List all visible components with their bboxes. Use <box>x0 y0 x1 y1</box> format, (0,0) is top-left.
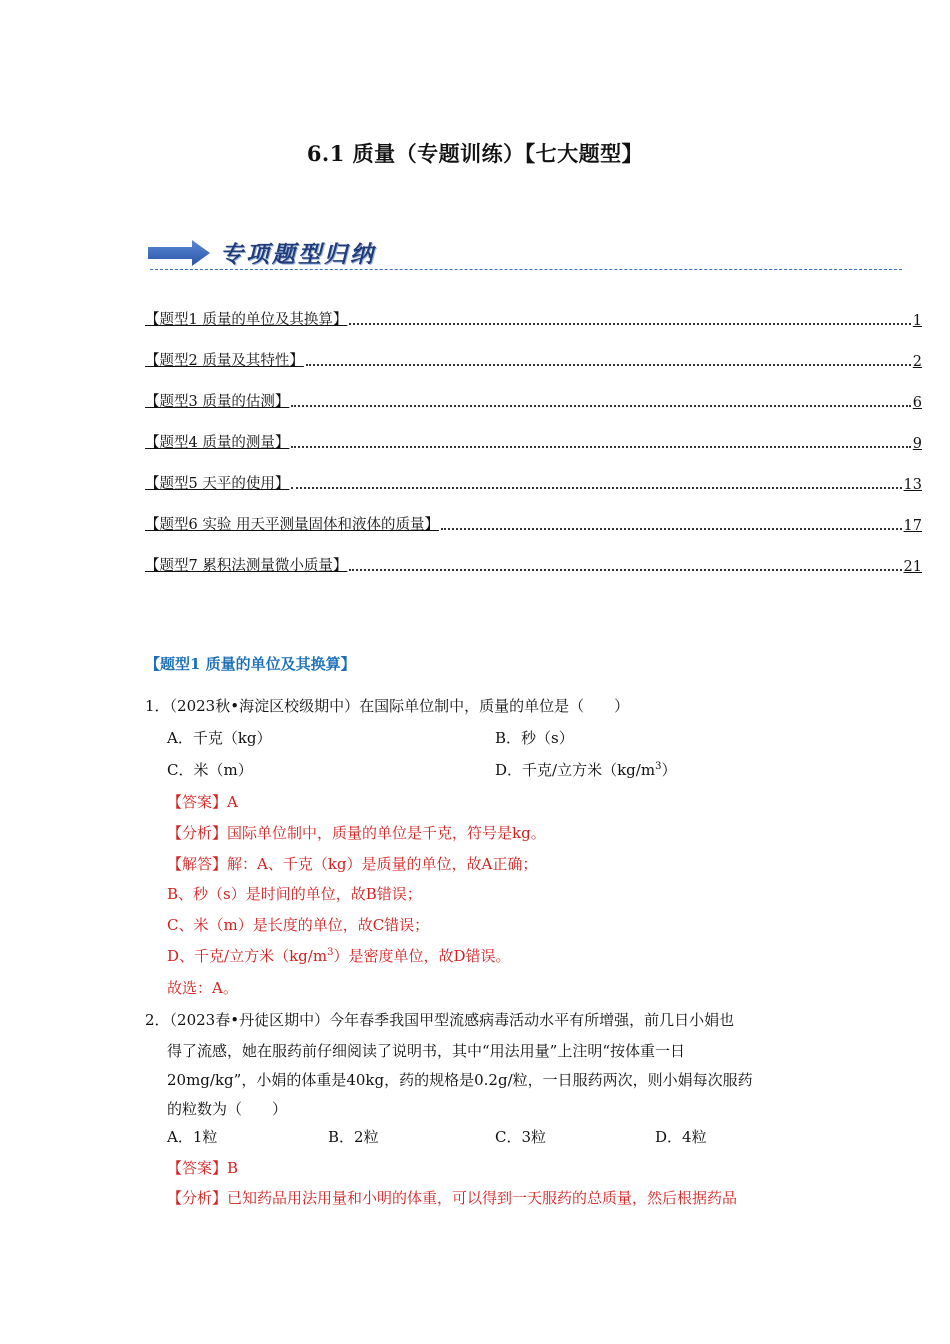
toc-entry[interactable] <box>145 432 922 452</box>
arrow-right-icon <box>148 240 212 266</box>
q1-solution-d: D、千克/立方米$(kg/m^3)$是密度单位，故D错误。 <box>167 947 511 965</box>
banner-divider <box>150 269 902 270</box>
toc-leader <box>349 323 910 325</box>
toc-entry[interactable] <box>145 391 922 411</box>
toc-leader <box>291 405 910 407</box>
toc-entry[interactable] <box>145 514 922 534</box>
toc-label: 【题型7 累积法测量微小质量】 <box>145 558 348 574</box>
question-2-stem-line-1: 2．（2023春•丹徒区期中）今年春季我国甲型流感病毒活动水平有所增强，前几日小娟也 <box>145 1011 735 1029</box>
q1-answer: 【答案】A <box>167 793 238 811</box>
q1-option-a: A．千克（kg） <box>167 729 272 747</box>
toc-label: 【题型5 天平的使用】 <box>145 476 290 492</box>
toc-page-number: 1 <box>912 313 922 329</box>
q2-option-d: D．4粒 <box>655 1128 707 1146</box>
q1-option-b: B．秒（s） <box>495 729 574 747</box>
q2-analysis: 【分析】已知药品用法用量和小明的体重，可以得到一天服药的总质量，然后根据药品 <box>167 1189 738 1207</box>
q2-option-c: C．3粒 <box>495 1128 547 1146</box>
toc-leader <box>349 569 901 571</box>
toc-entry[interactable] <box>145 309 922 329</box>
q1-option-c: C．米（m） <box>167 761 253 779</box>
q2-option-b: B．2粒 <box>328 1128 379 1146</box>
q1-analysis: 【分析】国际单位制中，质量的单位是千克，符号是kg。 <box>167 824 546 842</box>
toc-page-number: 13 <box>903 477 922 493</box>
question-2-stem-line-2: 得了流感，她在服药前仔细阅读了说明书，其中“用法用量”上注明“按体重一日 <box>167 1042 686 1060</box>
toc-leader <box>291 487 901 489</box>
toc-page-number: 17 <box>903 518 922 534</box>
toc-leader <box>291 446 910 448</box>
q2-answer: 【答案】B <box>167 1159 239 1177</box>
toc-entry[interactable] <box>145 555 922 575</box>
q1-solution-b: B、秒（s）是时间的单位，故B错误； <box>167 885 422 903</box>
q2-option-a: A．1粒 <box>167 1128 218 1146</box>
toc-page-number: 2 <box>912 354 922 370</box>
toc-leader <box>306 364 911 366</box>
toc-label: 【题型6 实验 用天平测量固体和液体的质量】 <box>145 517 439 533</box>
toc-page-number: 21 <box>903 559 922 575</box>
q1-option-d: D．千克/立方米$(kg/m^3)$ <box>495 761 677 779</box>
toc-page-number: 6 <box>912 395 922 411</box>
toc-label: 【题型2 质量及其特性】 <box>145 353 304 369</box>
q1-solution-c: C、米（m）是长度的单位，故C错误； <box>167 916 430 934</box>
q1-solution: 【解答】解：A、千克（kg）是质量的单位，故A正确； <box>167 855 538 873</box>
section-heading: 【题型1 质量的单位及其换算】 <box>145 655 356 673</box>
toc-entry[interactable] <box>145 473 922 493</box>
question-2-stem-line-4: 的粒数为（ ） <box>167 1100 288 1118</box>
question-2-stem-line-3: 20mg/kg”，小娟的体重是40kg，药的规格是0.2g/粒，一日服药两次，则小娟每次服药 <box>167 1071 753 1089</box>
toc-label: 【题型1 质量的单位及其换算】 <box>145 312 348 328</box>
toc-label: 【题型4 质量的测量】 <box>145 435 290 451</box>
banner-title: 专项题型归纳 <box>220 241 376 268</box>
toc-leader <box>441 528 902 530</box>
section-banner <box>148 232 908 276</box>
toc-page-number: 9 <box>912 436 922 452</box>
toc-label: 【题型3 质量的估测】 <box>145 394 290 410</box>
toc-entry[interactable] <box>145 350 922 370</box>
q1-choice: 故选：A。 <box>167 979 238 997</box>
page-title: 6.1 质量（专题训练）【七大题型】 <box>306 141 644 166</box>
question-1-stem: 1．（2023秋•海淀区校级期中）在国际单位制中，质量的单位是（ ） <box>145 697 630 715</box>
